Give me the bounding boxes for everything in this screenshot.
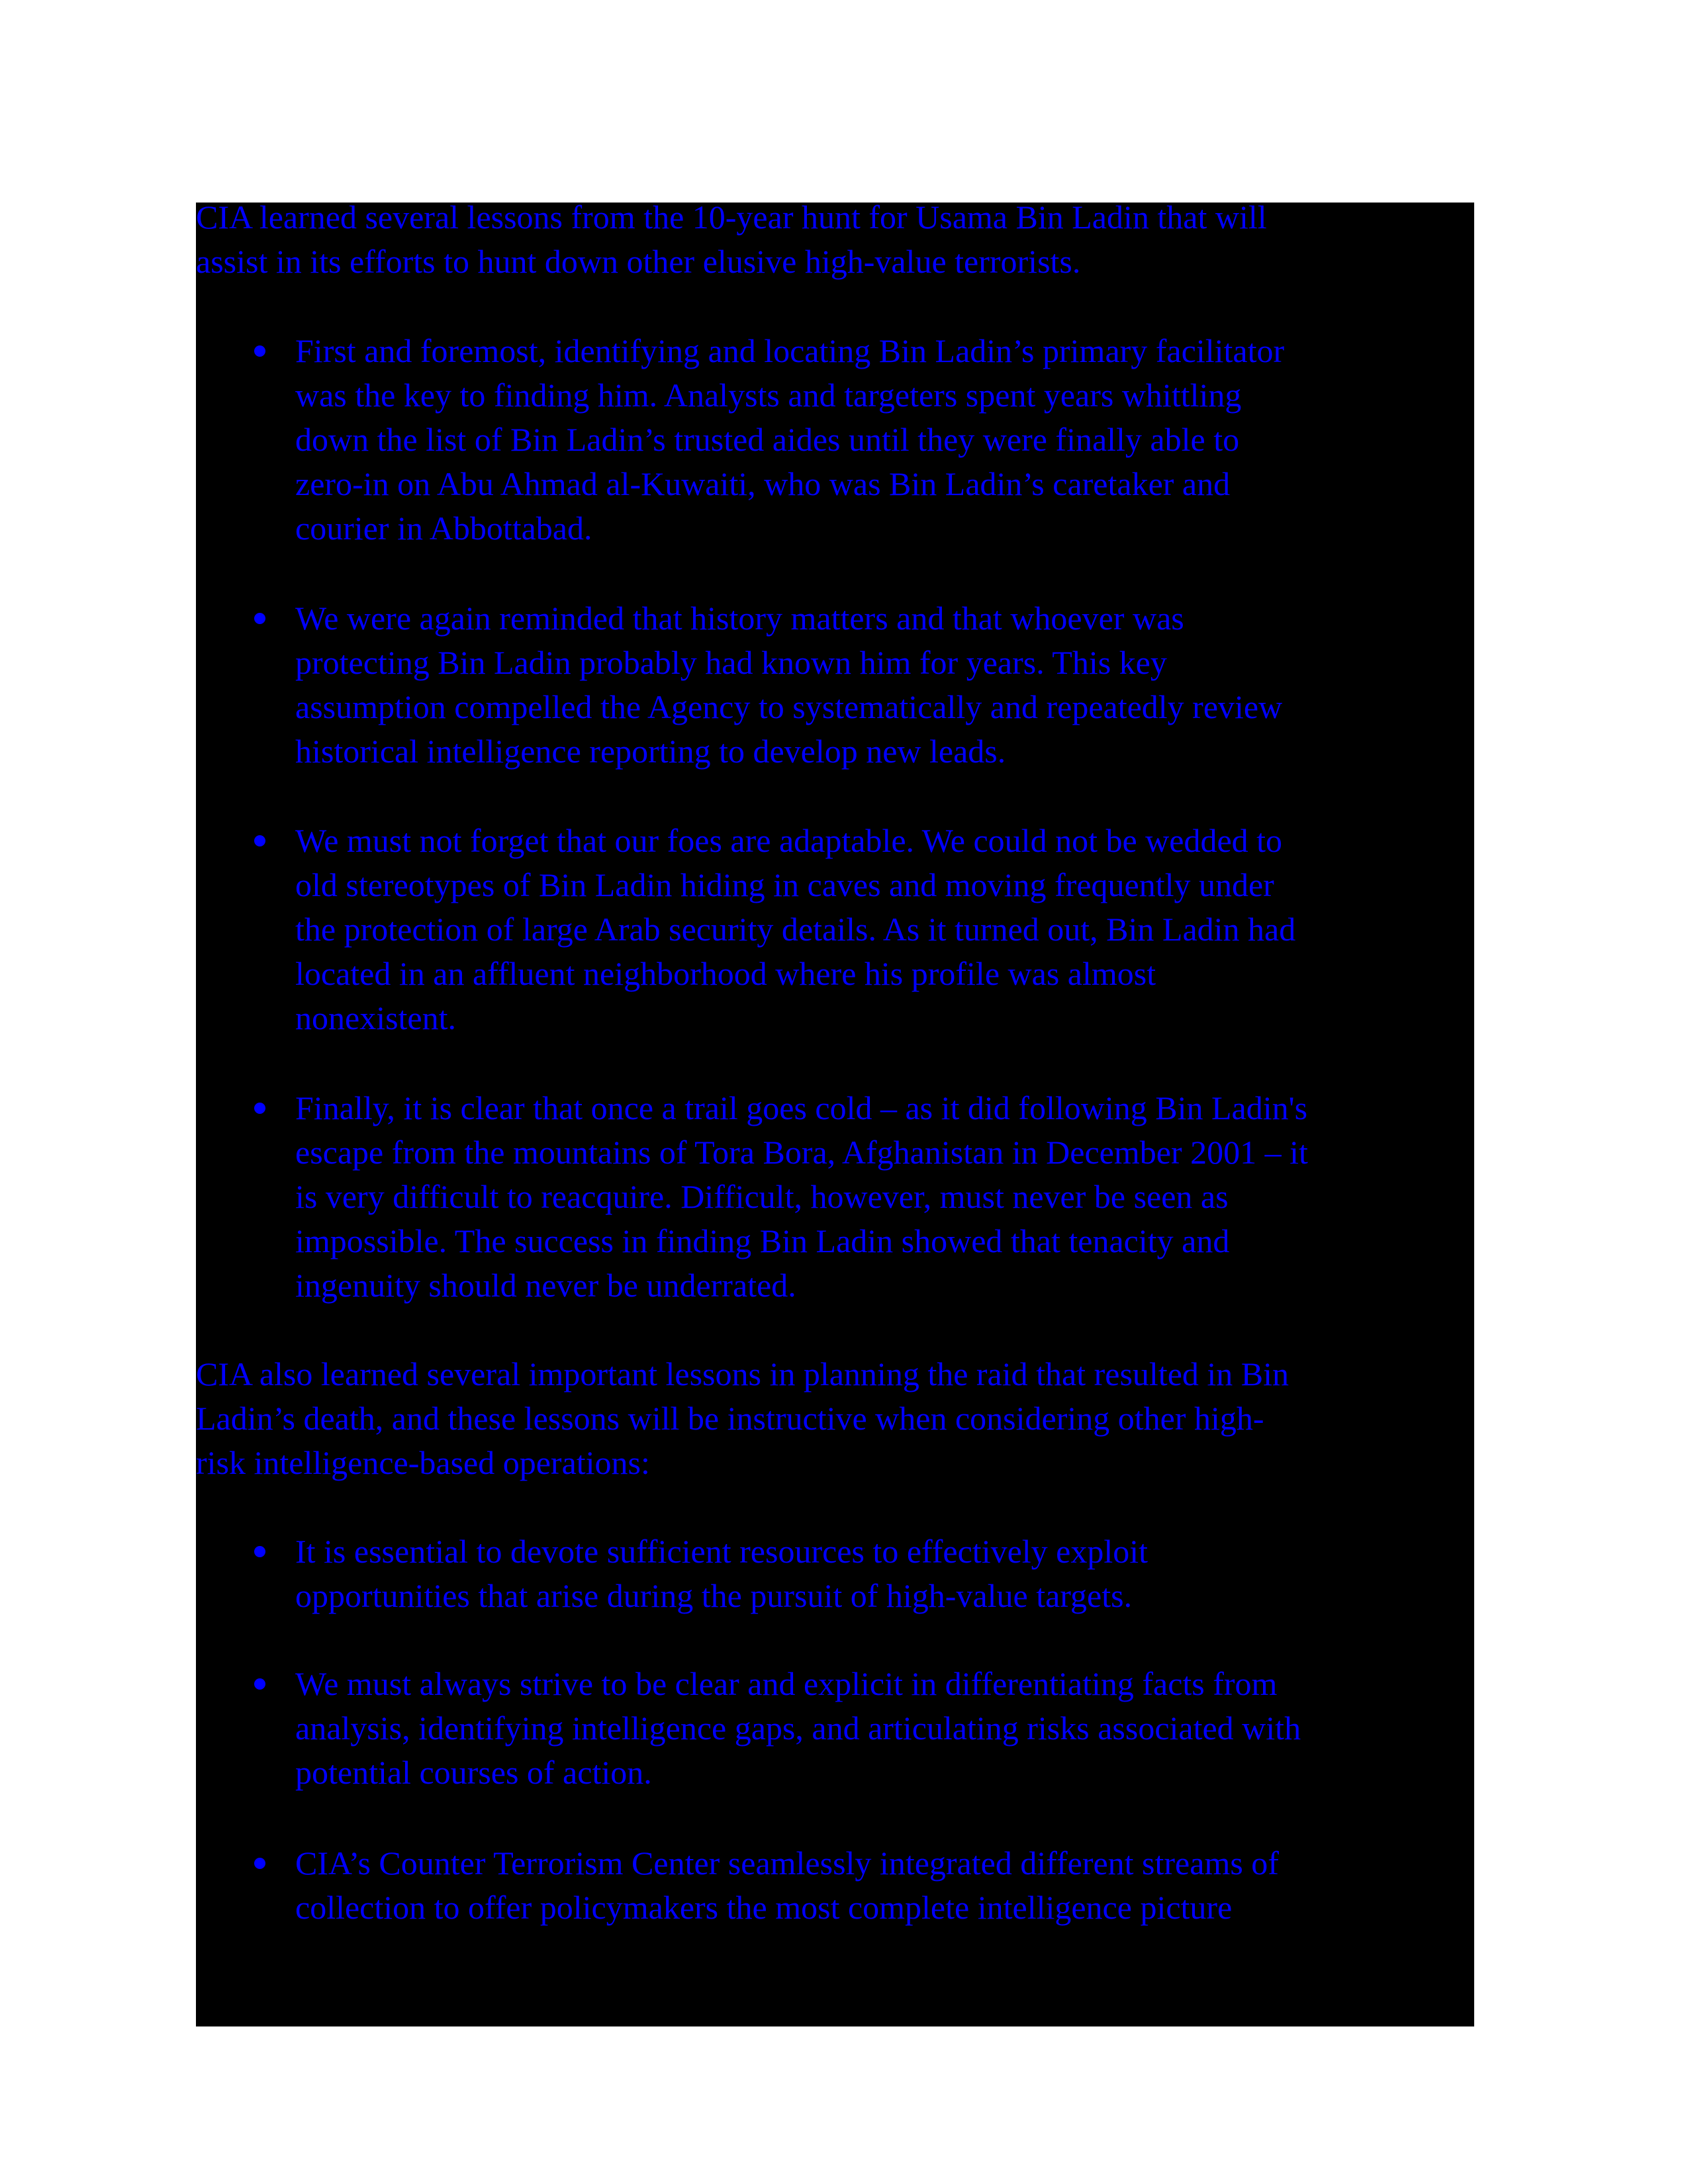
bullet-icon — [254, 1546, 265, 1557]
text-line: CIA’s Counter Terrorism Center seamlessly integrated different streams of — [295, 1844, 1279, 1882]
text-line: is very difficult to reacquire. Difficult, however, must never be seen as — [295, 1178, 1229, 1215]
text-line: It is essential to devote sufficient resources to effectively exploit — [295, 1533, 1149, 1570]
text-line: assist in its efforts to hunt down other elusive high-value terrorists. — [196, 243, 1081, 280]
paragraph — [196, 195, 1267, 284]
bullet-item — [295, 819, 1295, 1040]
text-line: located in an affluent neighborhood where his profile was almost — [295, 955, 1156, 992]
text-line: collection to offer policymakers the most complete intelligence picture — [295, 1889, 1233, 1926]
bullet-item — [295, 329, 1284, 551]
text-line: opportunities that arise during the pursuit of high-value targets. — [295, 1577, 1133, 1614]
bullet-item — [295, 1086, 1308, 1308]
text-line: CIA also learned several important lessons in planning the raid that resulted in Bin — [196, 1355, 1289, 1392]
bullet-item — [295, 1529, 1148, 1618]
text-line: We were again reminded that history matters and that whoever was — [295, 600, 1184, 637]
text-line: was the key to finding him. Analysts and targeters spent years whittling — [295, 377, 1242, 414]
text-line: zero-in on Abu Ahmad al-Kuwaiti, who was Bin Ladin’s caretaker and — [295, 465, 1231, 502]
text-line: risk intelligence-based operations: — [196, 1444, 650, 1481]
bullet-icon — [254, 1103, 265, 1114]
text-line: the protection of large Arab security details. As it turned out, Bin Ladin had — [295, 911, 1296, 948]
text-line: CIA learned several lessons from the 10-year hunt for Usama Bin Ladin that will — [196, 199, 1267, 236]
bullet-item — [295, 1841, 1279, 1930]
text-line: First and foremost, identifying and locating Bin Ladin’s primary facilitator — [295, 332, 1285, 369]
text-line: old stereotypes of Bin Ladin hiding in caves and moving frequently under — [295, 866, 1274, 903]
text-line: potential courses of action. — [295, 1754, 652, 1791]
text-line: We must always strive to be clear and explicit in differentiating facts from — [295, 1665, 1278, 1702]
bullet-icon — [254, 613, 265, 624]
bullet-icon — [254, 835, 265, 846]
text-line: protecting Bin Ladin probably had known him for years. This key — [295, 644, 1167, 681]
bullet-item — [295, 1662, 1301, 1795]
text-line: Finally, it is clear that once a trail goes cold – as it did following Bin Ladin's — [295, 1089, 1308, 1126]
text-line: ingenuity should never be underrated. — [295, 1267, 796, 1304]
text-line: nonexistent. — [295, 999, 457, 1036]
bullet-item — [295, 596, 1282, 774]
bullet-icon — [254, 1678, 265, 1690]
text-line: analysis, identifying intelligence gaps, and articulating risks associated with — [295, 1709, 1301, 1747]
text-line: courier in Abbottabad. — [295, 510, 592, 547]
text-line: historical intelligence reporting to develop new leads. — [295, 733, 1006, 770]
text-line: Ladin’s death, and these lessons will be instructive when considering other high- — [196, 1400, 1264, 1437]
text-line: We must not forget that our foes are adaptable. We could not be wedded to — [295, 822, 1283, 859]
text-line: assumption compelled the Agency to systematically and repeatedly review — [295, 688, 1283, 725]
paragraph — [196, 1352, 1289, 1485]
document-page — [196, 199, 1474, 2026]
bullet-icon — [254, 1858, 265, 1869]
text-line: escape from the mountains of Tora Bora, Afghanistan in December 2001 – it — [295, 1134, 1308, 1171]
bullet-icon — [254, 345, 265, 357]
text-line: impossible. The success in finding Bin Ladin showed that tenacity and — [295, 1222, 1230, 1259]
text-line: down the list of Bin Ladin’s trusted aides until they were finally able to — [295, 421, 1240, 458]
